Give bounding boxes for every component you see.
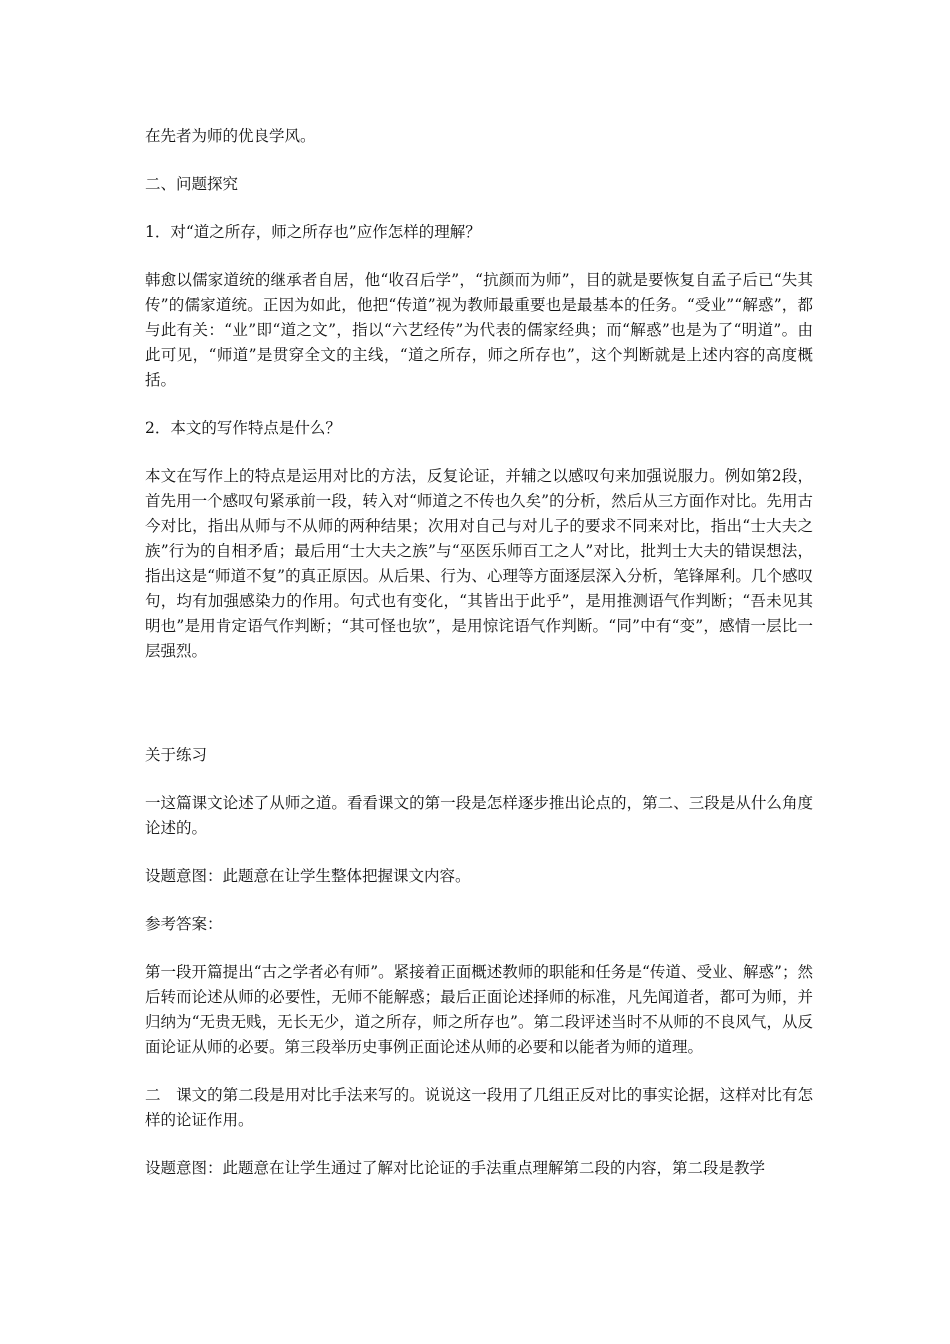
answer-1: 韩愈以儒家道统的继承者自居，他“收召后学”，“抗颜而为师”，目的就是要恢复自孟子后已“失其传”的儒家道统。正因为如此，他把“传道”视为教师最重要也是最基本的任务。“受业”“解惑”，都与此有关：“业”即“道之文”，指以“六艺经传”为代表的儒家经典；而“解惑”也是为了“明道”。由此可见，“师道”是贯穿全文的主线，“道之所存，师之所存也”，这个判断就是上述内容的高度概括。 xyxy=(145,271,813,389)
answer-2: 本文在写作上的特点是运用对比的方法，反复论证，并辅之以感叹句来加强说服力。例如第2段，首先用一个感叹句紧承前一段，转入对“师道之不传也久矣”的分析，然后从三方面作对比。先用古今对比，指出从师与不从师的两种结果；次用对自己与对儿子的要求不同来对比，指出“士大夫之族”行为的自相矛盾；最后用“士大夫之族”与“巫医乐师百工之人”对比，批判士大夫的错误想法，指出这是“师道不复”的真正原因。从后果、行为、心理等方面逐层深入分析，笔锋犀利。几个感叹句，均有加强感染力的作用。句式也有变化，“其皆出于此乎”，是用推测语气作判断；“吾未见其明也”是用肯定语气作判断；“其可怪也欤”，是用惊诧语气作判断。“同”中有“变”，感情一层比一层强烈。 xyxy=(145,467,813,660)
question-1: 1．对“道之所存，师之所存也”应作怎样的理解？ xyxy=(145,223,481,241)
section-heading-exercises: 关于练习 xyxy=(145,746,208,764)
exercise-1: 一这篇课文论述了从师之道。看看课文的第一段是怎样逐步推出论点的，第二、三段是从什么角度论述的。 xyxy=(145,794,813,837)
exercise-2-intent: 设题意图：此题意在让学生通过了解对比论证的手法重点理解第二段的内容，第二段是教学 xyxy=(145,1159,766,1177)
reference-answer-label: 参考答案： xyxy=(145,915,223,933)
section-heading-problem-inquiry: 二、问题探究 xyxy=(145,175,239,193)
question-2: 2．本文的写作特点是什么？ xyxy=(145,419,341,437)
blank-space xyxy=(145,687,813,743)
exercise-1-answer: 第一段开篇提出“古之学者必有师”。紧接着正面概述教师的职能和任务是“传道、受业、解惑”；然后转而论述从师的必要性，无师不能解惑；最后正面论述择师的标准，凡先闻道者，都可为师，并归纳为“无贵无贱，无长无少，道之所存，师之所存也”。第二段评述当时不从师的不良风气，从反面论证从师的必要。第三段举历史事例正面论述从师的必要和以能者为师的道理。 xyxy=(145,963,813,1056)
exercise-1-intent: 设题意图：此题意在让学生整体把握课文内容。 xyxy=(145,867,471,885)
document-page xyxy=(145,124,813,1204)
exercise-2: 二 课文的第二段是用对比手法来写的。说说这一段用了几组正反对比的事实论据，这样对比有怎样的论证作用。 xyxy=(145,1086,813,1129)
paragraph-continuation: 在先者为师的优良学风。 xyxy=(145,127,316,145)
